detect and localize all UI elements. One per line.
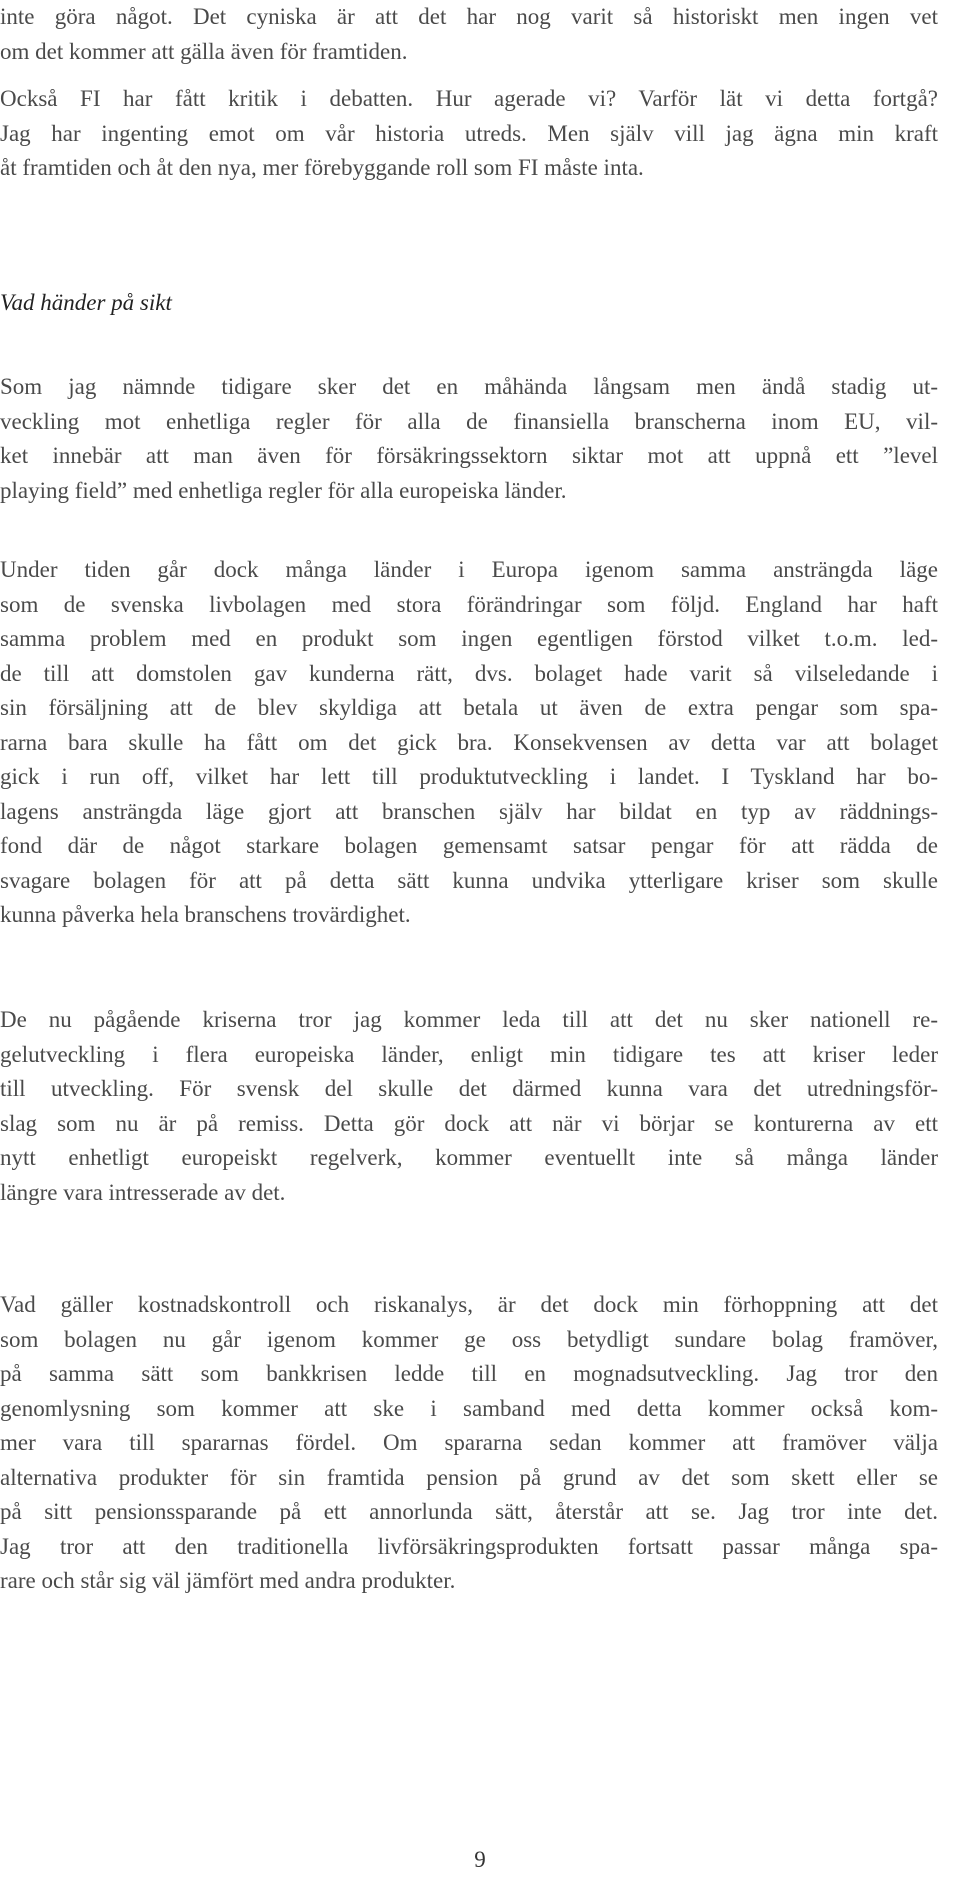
paragraph-1 <box>0 0 938 69</box>
text-line: rare och står sig väl jämfört med andra produkter. <box>0 1568 456 1593</box>
text-line: playing field” med enhetliga regler för alla europeiska länder. <box>0 477 567 503</box>
text-line: lagens ansträngda läge gjort att branschen själv har bildat en typ av räddnings- <box>0 798 938 824</box>
text-line: Under tiden går dock många länder i Europa igenom samma ansträngda läge <box>0 557 938 582</box>
paragraph-5 <box>0 1003 938 1210</box>
text-line: De nu pågående kriserna tror jag kommer leda till att det nu sker nationell re- <box>0 1007 938 1032</box>
text-line: åt framtiden och åt den nya, mer förebyggande roll som FI måste inta. <box>0 155 644 180</box>
paragraph-2 <box>0 82 938 186</box>
text-line: till utveckling. För svensk del skulle det därmed kunna vara det utredningsför- <box>0 1076 938 1101</box>
text-line: gick i run off, vilket har lett till produktutveckling i landet. I Tyskland har bo- <box>0 764 938 789</box>
text-line: Också FI har fått kritik i debatten. Hur agerade vi? Varför lät vi detta fortgå? <box>0 86 938 111</box>
text-line: ket innebär att man även för försäkringssektorn siktar mot att uppnå ett ”level <box>0 443 938 468</box>
paragraph-6 <box>0 1288 938 1599</box>
text-line: nytt enhetligt europeiskt regelverk, kommer eventuellt inte så många länder <box>0 1145 938 1170</box>
text-line: som bolagen nu går igenom kommer ge oss betydligt sundare bolag framöver, <box>0 1326 938 1352</box>
page-number: 9 <box>474 1847 486 1872</box>
text-line: alternativa produkter för sin framtida pension på grund av det som skett eller se <box>0 1464 938 1490</box>
text-line: om det kommer att gälla även för framtiden. <box>0 38 408 64</box>
text-line: genomlysning som kommer att ske i samband med detta kommer också kom- <box>0 1395 938 1421</box>
text-line: mer vara till spararnas fördel. Om spararna sedan kommer att framöver välja <box>0 1430 938 1455</box>
paragraph-4 <box>0 553 938 933</box>
text-line: svagare bolagen för att på detta sätt kunna undvika ytterligare kriser som skulle <box>0 867 938 893</box>
text-line: på sitt pensionssparande på ett annorlunda sätt, återstår att se. Jag tror inte det. <box>0 1499 938 1524</box>
text-line: kunna påverka hela branschens trovärdighet. <box>0 902 411 927</box>
text-line: Jag tror att den traditionella livförsäkringsprodukten fortsatt passar många spa- <box>0 1533 938 1559</box>
text-line: rarna bara skulle ha fått om det gick bra. Konsekvensen av detta var att bolaget <box>0 729 938 755</box>
text-line: på samma sätt som bankkrisen ledde till en mognadsutveckling. Jag tror den <box>0 1361 938 1386</box>
text-line: inte göra något. Det cyniska är att det har nog varit så historiskt men ingen vet <box>0 4 938 29</box>
text-line: veckling mot enhetliga regler för alla de finansiella branscherna inom EU, vil- <box>0 408 938 434</box>
paragraph-3 <box>0 370 938 508</box>
text-line: de till att domstolen gav kunderna rätt, dvs. bolaget hade varit så vilseledande i <box>0 660 938 686</box>
text-line: gelutveckling i flera europeiska länder, enligt min tidigare tes att kriser leder <box>0 1041 938 1067</box>
section-heading: Vad händer på sikt <box>0 290 172 315</box>
text-line: fond där de något starkare bolagen gemensamt satsar pengar för att rädda de <box>0 833 938 858</box>
text-line: samma problem med en produkt som ingen egentligen förstod vilket t.o.m. led- <box>0 626 938 651</box>
text-line: sin försäljning att de blev skyldiga att betala ut även de extra pengar som spa- <box>0 695 938 720</box>
text-line: slag som nu är på remiss. Detta gör dock att när vi börjar se konturerna av ett <box>0 1110 938 1136</box>
text-line: Vad gäller kostnadskontroll och riskanalys, är det dock min förhoppning att det <box>0 1292 938 1317</box>
text-line: som de svenska livbolagen med stora förändringar som följd. England har haft <box>0 591 938 617</box>
text-line: längre vara intresserade av det. <box>0 1179 286 1205</box>
text-line: Som jag nämnde tidigare sker det en måhända långsam men ändå stadig ut- <box>0 374 938 399</box>
text-line: Jag har ingenting emot om vår historia utreds. Men själv vill jag ägna min kraft <box>0 120 938 146</box>
